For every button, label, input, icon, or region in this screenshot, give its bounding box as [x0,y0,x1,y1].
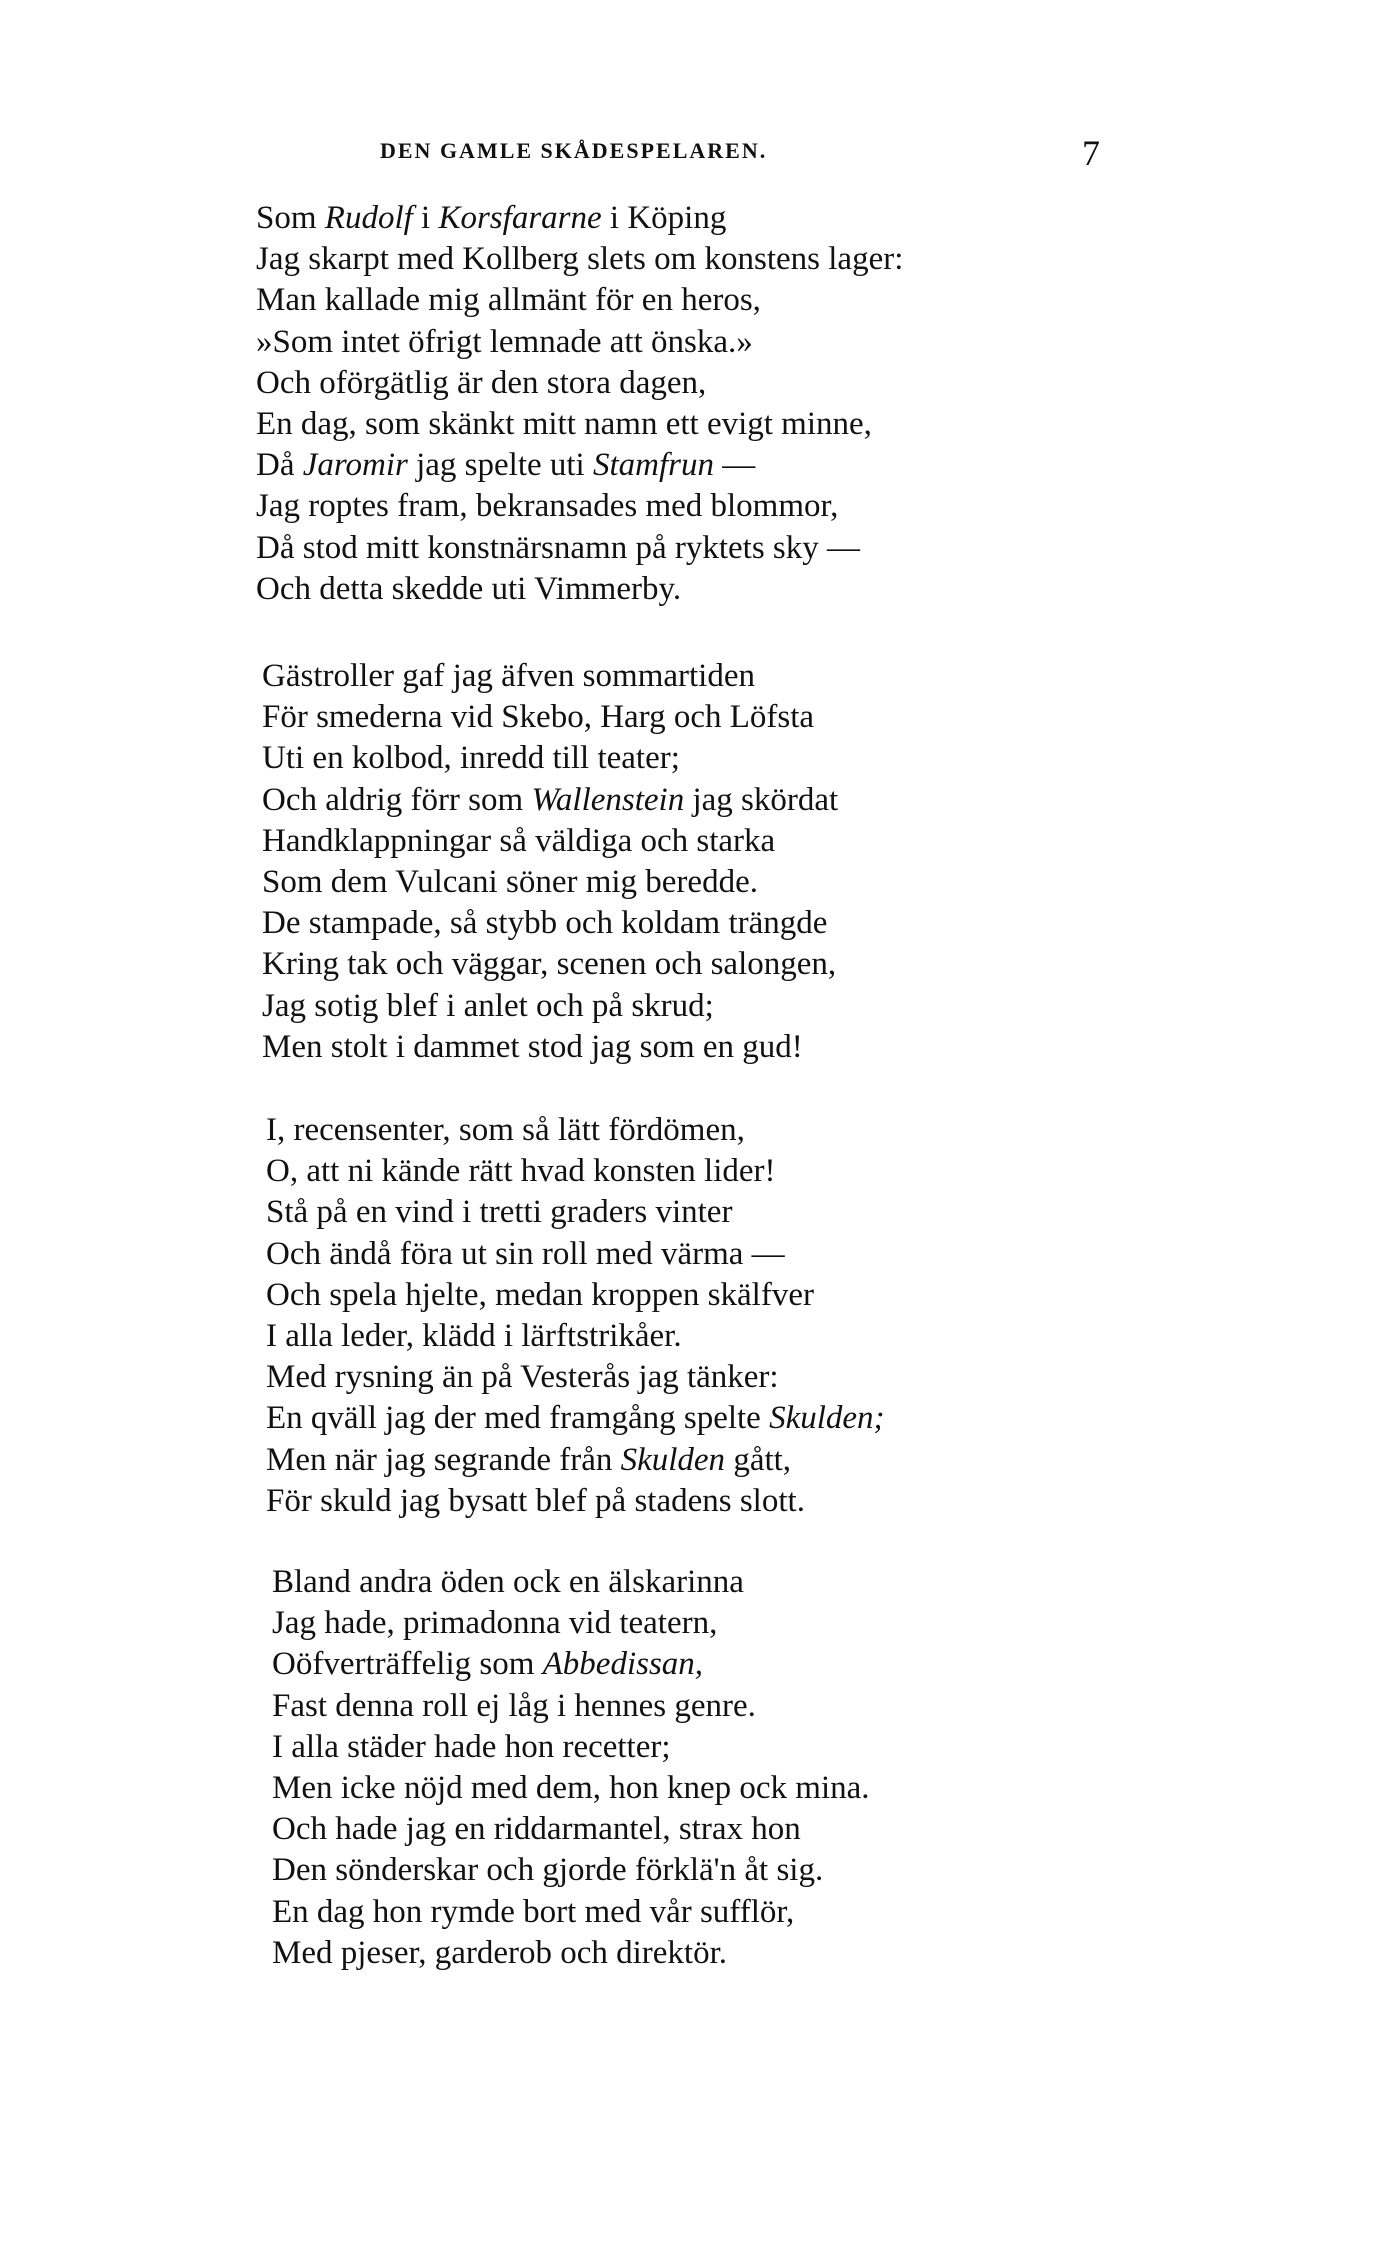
italic-title: Rudolf [324,200,413,236]
stanza-1 [256,198,903,610]
poem-line: För skuld jag bysatt blef på stadens slott. [266,1482,805,1519]
poem-line: Men stolt i dammet stod jag som en gud! [262,1028,803,1065]
poem-line: I alla leder, klädd i lärftstrikåer. [266,1317,682,1354]
italic-title: Korsfararne [438,200,602,236]
poem-line: I, recensenter, som så lätt fördömen, [266,1112,745,1148]
poem-line: Med pjeser, garderob och direktör. [272,1934,728,1971]
poem-line: Gästroller gaf jag äfven sommartiden [262,658,755,694]
poem-line: Man kallade mig allmänt för en heros, [256,282,761,319]
poem-line: O, att ni kände rätt hvad konsten lider! [266,1153,776,1190]
italic-title: Abbedissan, [542,1646,704,1683]
poem-line: Med rysning än på Vesterås jag tänker: [266,1359,779,1396]
poem-line: I alla städer hade hon recetter; [272,1728,671,1765]
poem-line: Då stod mitt konstnärsnamn på ryktets sky — [256,529,861,566]
poem-line: För smederna vid Skebo, Harg och Löfsta [262,699,815,736]
poem-line: Jag sotig blef i anlet och på skrud; [262,987,714,1024]
poem-line: En dag hon rymde bort med vår sufflör, [272,1893,795,1930]
page-header [380,132,1100,172]
poem-line: Stå på en vind i tretti graders vinter [266,1194,733,1231]
italic-title: Jaromir [302,447,408,484]
poem-line: Och ändå föra ut sin roll med värma — [266,1235,785,1272]
poem-line: Fast denna roll ej låg i hennes genre. [272,1687,756,1724]
poem-line: Men icke nöjd med dem, hon knep ock mina. [272,1769,870,1806]
poem-line: Jag skarpt med Kollberg slets om konstens lager: [256,241,904,278]
italic-title: Wallenstein [531,781,685,818]
poem-line: En qväll jag der med framgång spelte Skulden; [266,1400,885,1437]
poem-line: Oöfverträffelig som Abbedissan, [272,1646,704,1683]
stanza-4 [272,1562,870,1974]
poem-line: Kring tak och väggar, scenen och salongen, [262,946,837,983]
poem-line: »Som intet öfrigt lemnade att önska.» [256,323,753,360]
running-head: DEN GAMLE SKÅDESPELAREN. [380,138,768,163]
poem-line: Bland andra öden ock en älskarinna [272,1564,744,1600]
poem-line: Handklappningar så väldiga och starka [262,822,776,859]
poem-line: Och detta skedde uti Vimmerby. [256,570,682,607]
italic-title: Stamfrun [592,447,714,484]
poem-line: Som Rudolf i Korsfararne i Köping [256,200,727,236]
page-number: 7 [1082,133,1100,173]
poem-line: En dag, som skänkt mitt namn ett evigt minne, [256,405,872,442]
poem-line: Den sönderskar och gjorde förklä'n åt sig. [272,1852,824,1889]
poem-line: Då Jaromir jag spelte uti Stamfrun — [256,447,756,484]
poem-line: De stampade, så stybb och koldam trängde [262,905,828,942]
italic-title: Skulden; [769,1400,885,1437]
poem-line: Och oförgätlig är den stora dagen, [256,364,707,401]
poem-line: Och spela hjelte, medan kroppen skälfver [266,1276,814,1313]
poem-line: Och hade jag en riddarmantel, strax hon [272,1811,801,1848]
stanza-3 [266,1110,885,1522]
italic-title: Skulden [620,1441,726,1478]
poem-line: Men när jag segrande från Skulden gått, [266,1441,792,1478]
poem-line: Och aldrig förr som Wallenstein jag skördat [262,781,839,818]
poem-line: Uti en kolbod, inredd till teater; [262,740,680,777]
poem-line: Som dem Vulcani söner mig beredde. [262,863,758,900]
stanza-2 [262,656,838,1068]
poem-line: Jag hade, primadonna vid teatern, [272,1605,718,1642]
poem-line: Jag roptes fram, bekransades med blommor, [256,488,839,525]
